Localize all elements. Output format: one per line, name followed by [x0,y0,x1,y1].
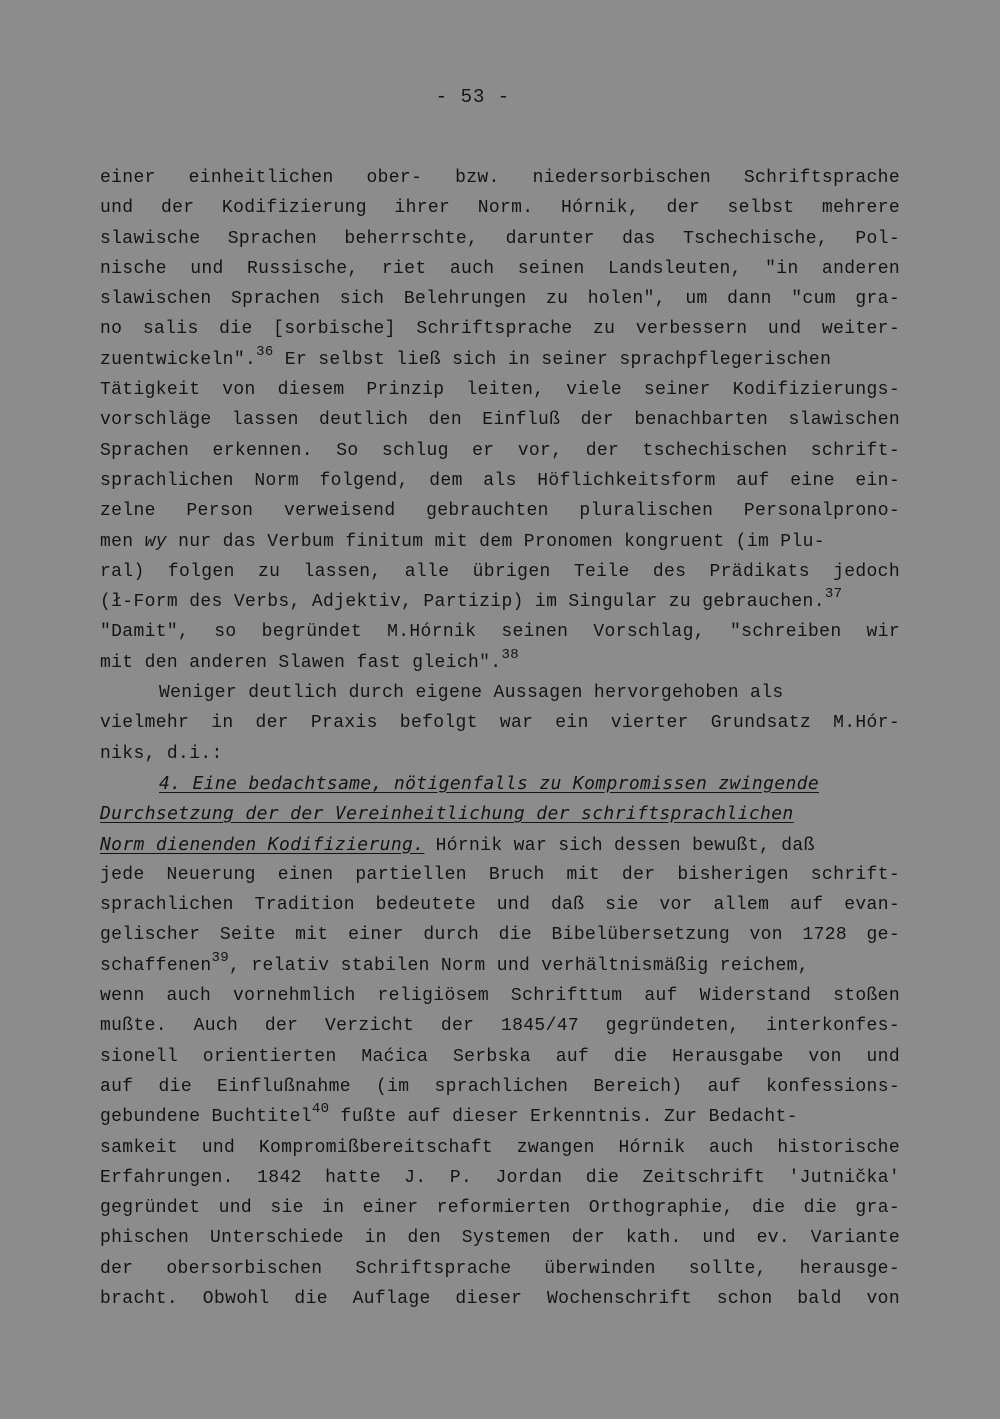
text-line [100,648,900,678]
text-span: Er selbst ließ sich in seiner sprachpflegerischen [273,349,832,370]
text-span: mit den anderen Slawen fast gleich". [100,652,502,673]
text-line: niks, d.i.: [100,743,223,764]
text-line: samkeit und Kompromißbereitschaft zwangen Hórnik auch historische [100,1137,900,1158]
text-line: no salis die [sorbische] Schriftsprache zu verbessern und weiter- [100,319,900,340]
text-line: Weniger deutlich durch eigene Aussagen hervorgehoben als [159,683,784,704]
text-line: Sprachen erkennen. So schlug er vor, der tschechischen schrift- [100,440,900,461]
text-line: wenn auch vornehmlich religiösem Schrifttum auf Widerstand stoßen [100,986,900,1007]
text-span: gebundene Buchtitel [100,1107,312,1128]
text-line: Erfahrungen. 1842 hatte J. P. Jordan die Zeitschrift 'Jutnička' [100,1167,900,1188]
text-line [100,769,900,799]
text-line: gegründet und sie in einer reformierten Orthographie, die die gra- [100,1198,900,1219]
pronoun-wy: wy [144,531,167,552]
text-line: sionell orientierten Maćica Serbska auf die Herausgabe von und [100,1046,900,1067]
text-span: schaffenen [100,955,212,976]
text-line: jede Neuerung einen partiellen Bruch mit der bisherigen schrift- [100,864,900,885]
text-line: sprachlichen Tradition bedeutete und daß sie vor allem auf evan- [100,895,900,916]
text-line: phischen Unterschiede in den Systemen der kath. und ev. Variante [100,1228,900,1249]
text-line: nische und Russische, riet auch seinen Landsleuten, "in anderen [100,258,900,279]
text-line: bracht. Obwohl die Auflage dieser Wochenschrift schon bald von [100,1288,900,1309]
text-line [100,527,900,557]
text-line: vielmehr in der Praxis befolgt war ein vierter Grundsatz M.Hór- [100,713,900,734]
text-line: zelne Person verweisend gebrauchten pluralischen Personalprono- [100,501,900,522]
footnote-ref-37: 37 [824,586,843,603]
thesis-heading: Norm dienenden Kodifizierung. [100,833,425,855]
body-text [100,163,900,1314]
text-line [100,587,900,617]
text-span: zuentwickeln". [100,349,257,370]
text-line [100,1102,900,1132]
thesis-heading: Durchsetzung der der Vereinheitlichung der schriftsprachlichen [100,803,794,825]
text-span: nur das Verbum finitum mit dem Pronomen kongruent (im Plu- [166,531,825,552]
text-span: Hórnik war sich dessen bewußt, daß [424,835,815,856]
text-line: ral) folgen zu lassen, alle übrigen Teile des Prädikats jedoch [100,561,900,582]
text-line [100,951,900,981]
text-span: (ł-Form des Verbs, Adjektiv, Partizip) im Singular zu gebrauchen. [100,592,825,613]
text-line: der obersorbischen Schriftsprache überwinden sollte, herausge- [100,1258,900,1279]
text-line: slawische Sprachen beherrschte, darunter das Tschechische, Pol- [100,228,900,249]
text-line: sprachlichen Norm folgend, dem als Höflichkeitsform auf eine ein- [100,470,900,491]
text-span: , relativ stabilen Norm und verhältnismäßig reichem, [229,955,809,976]
text-span: fußte auf dieser Erkenntnis. Zur Bedacht- [329,1107,798,1128]
text-span: men [100,531,145,552]
text-line: "Damit", so begründet M.Hórnik seinen Vorschlag, "schreiben wir [100,622,900,643]
text-line: und der Kodifizierung ihrer Norm. Hórnik, der selbst mehrere [100,198,900,219]
text-line: slawischen Sprachen sich Belehrungen zu holen", um dann "cum gra- [100,289,900,310]
footnote-ref-40: 40 [311,1101,330,1118]
text-line: mußte. Auch der Verzicht der 1845/47 gegründeten, interkonfes- [100,1016,900,1037]
text-line [100,345,900,375]
text-line: vorschläge lassen deutlich den Einfluß der benachbarten slawischen [100,410,900,431]
text-line [100,799,900,829]
footnote-ref-36: 36 [256,343,274,360]
text-line: gelischer Seite mit einer durch die Bibelübersetzung von 1728 ge- [100,925,900,946]
text-line: auf die Einflußnahme (im sprachlichen Bereich) auf konfessions- [100,1076,900,1097]
text-line: Tätigkeit von diesem Prinzip leiten, viele seiner Kodifizierungs- [100,380,900,401]
footnote-ref-39: 39 [211,949,230,966]
text-line: einer einheitlichen ober- bzw. niedersorbischen Schriftsprache [100,168,900,188]
page-number: - 53 - [435,86,511,108]
footnote-ref-38: 38 [501,646,519,663]
text-line [100,830,900,860]
thesis-heading: 4. Eine bedachtsame, nötigenfalls zu Kompromissen zwingende [159,772,820,794]
